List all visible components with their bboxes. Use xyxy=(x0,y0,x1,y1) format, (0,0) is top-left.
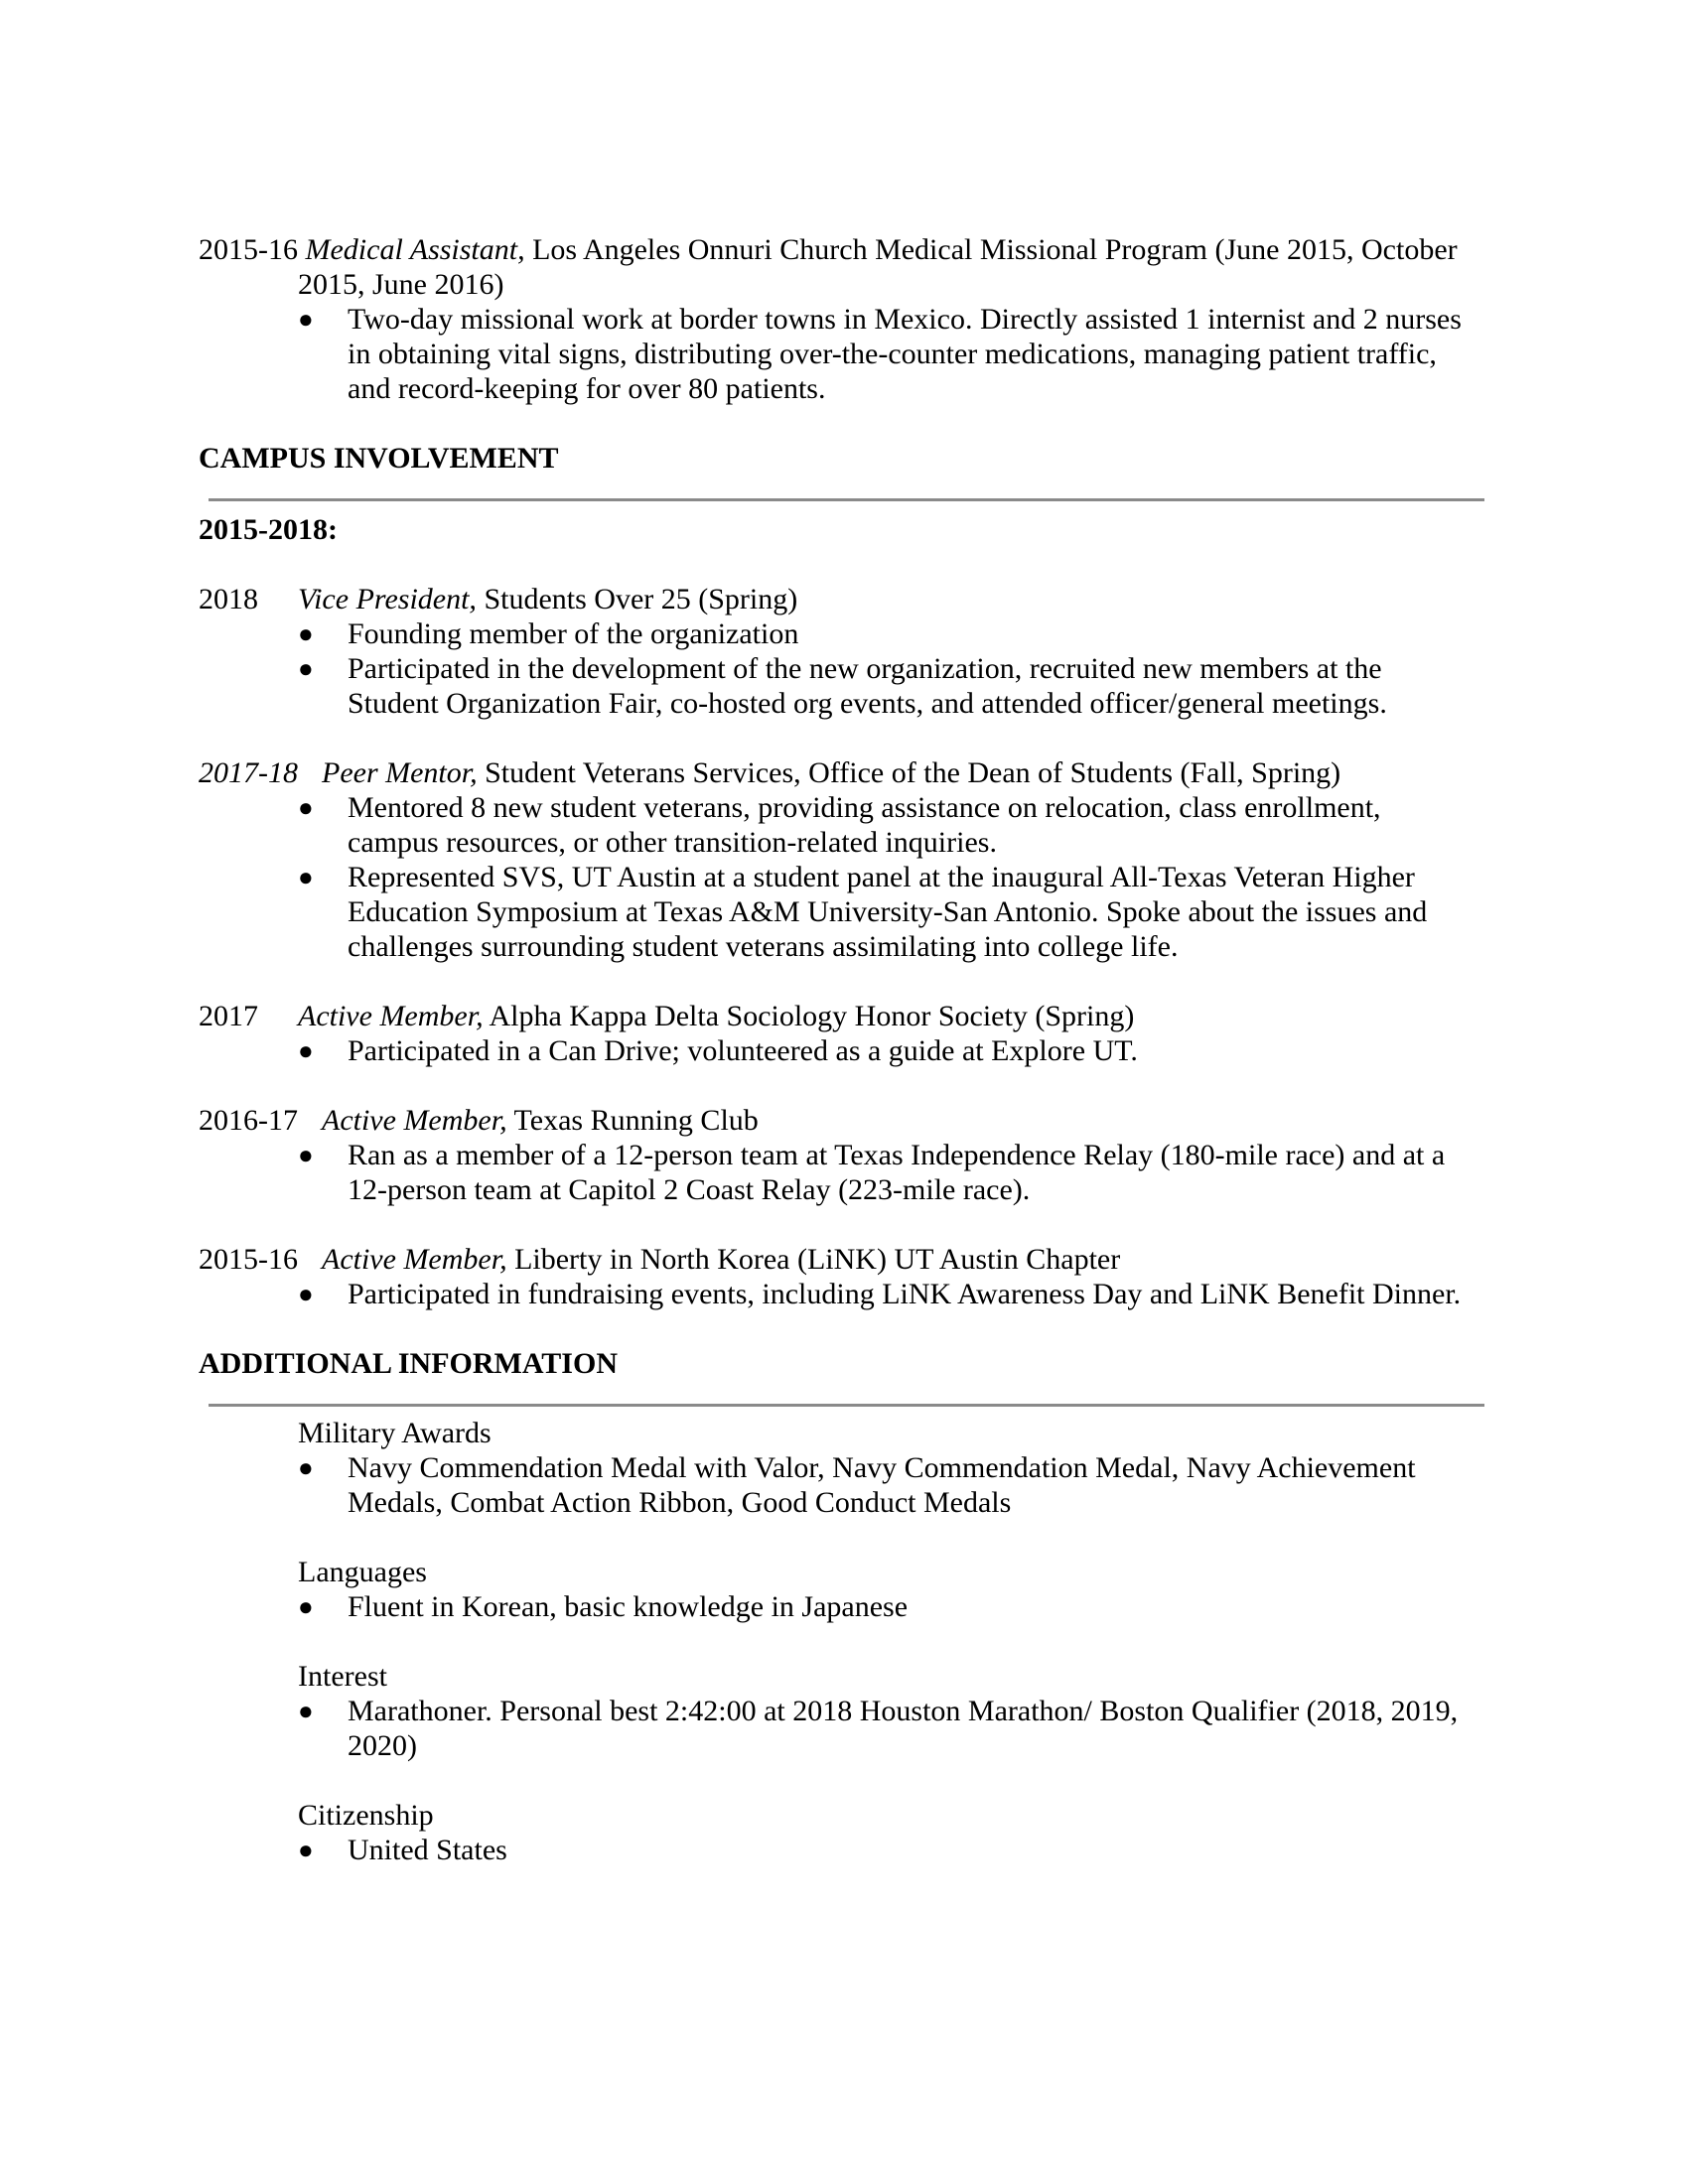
bullet-icon: ● xyxy=(298,619,314,648)
bullet-text: Fluent in Korean, basic knowledge in Japanese xyxy=(348,1590,909,1623)
entry-role: Active Member, xyxy=(322,1243,507,1276)
entry-year: 2015-16 xyxy=(199,233,298,266)
bullet-text: in obtaining vital signs, distributing over-the-counter medications, managing patient traffic, xyxy=(348,338,1437,370)
bullet-icon: ● xyxy=(298,654,314,683)
bullet-icon: ● xyxy=(298,1280,314,1308)
entry-org-continued: 2015, June 2016) xyxy=(298,268,504,301)
entry-year: 2016-17 xyxy=(199,1104,298,1137)
bullet-text: Navy Commendation Medal with Valor, Navy Commendation Medal, Navy Achievement xyxy=(348,1451,1416,1484)
bullet-text: Ran as a member of a 12-person team at Texas Independence Relay (180-mile race) and at a xyxy=(348,1139,1446,1171)
section-divider xyxy=(209,1404,1484,1407)
entry-title xyxy=(322,755,1340,790)
section-heading-additional: ADDITIONAL INFORMATION xyxy=(199,1347,618,1380)
bullet-icon: ● xyxy=(298,1697,314,1725)
entry-year: 2017-18 xyxy=(199,756,298,789)
entry-role: Peer Mentor, xyxy=(322,756,478,789)
bullet-text: campus resources, or other transition-related inquiries. xyxy=(348,826,997,859)
entry-org: Students Over 25 (Spring) xyxy=(484,583,798,615)
bullet-text: United States xyxy=(348,1834,507,1866)
entry-org: Texas Running Club xyxy=(513,1104,759,1137)
entry-header xyxy=(199,1103,298,1138)
entry-org: Los Angeles Onnuri Church Medical Missional Program (June 2015, October xyxy=(532,233,1458,266)
bullet-icon: ● xyxy=(298,305,314,334)
date-range-heading: 2015-2018: xyxy=(199,513,338,546)
entry-year: 2015-16 xyxy=(199,1243,298,1276)
info-group-title: Military Awards xyxy=(298,1417,492,1449)
entry-header xyxy=(199,999,258,1033)
entry-header xyxy=(199,755,298,790)
info-group-title: Interest xyxy=(298,1660,387,1693)
bullet-icon: ● xyxy=(298,793,314,822)
entry-year: 2018 xyxy=(199,583,258,615)
bullet-icon: ● xyxy=(298,1036,314,1065)
entry-title xyxy=(322,1242,1120,1277)
entry-org: Student Veterans Services, Office of the Dean of Students (Fall, Spring) xyxy=(485,756,1341,789)
entry-org: Alpha Kappa Delta Sociology Honor Society (Spring) xyxy=(489,1000,1135,1032)
bullet-icon: ● xyxy=(298,1836,314,1864)
entry-role: Vice President, xyxy=(298,583,477,615)
bullet-text: Participated in a Can Drive; volunteered as a guide at Explore UT. xyxy=(348,1034,1138,1067)
entry-title xyxy=(322,1103,759,1138)
bullet-icon: ● xyxy=(298,863,314,891)
bullet-text: Education Symposium at Texas A&M University-San Antonio. Spoke about the issues and xyxy=(348,895,1428,928)
bullet-text: 12-person team at Capitol 2 Coast Relay (223-mile race). xyxy=(348,1173,1031,1206)
entry-role: Active Member, xyxy=(298,1000,484,1032)
entry-medical-header xyxy=(199,232,1458,267)
info-group-title: Languages xyxy=(298,1556,427,1588)
bullet-text: Represented SVS, UT Austin at a student panel at the inaugural All-Texas Veteran Higher xyxy=(348,861,1415,893)
bullet-text: Founding member of the organization xyxy=(348,617,799,650)
entry-role: Active Member, xyxy=(322,1104,507,1137)
info-group-title: Citizenship xyxy=(298,1799,434,1832)
entry-title xyxy=(298,582,797,616)
bullet-icon: ● xyxy=(298,1141,314,1169)
entry-title xyxy=(298,999,1134,1033)
bullet-text: challenges surrounding student veterans assimilating into college life. xyxy=(348,930,1179,963)
entry-header xyxy=(199,582,258,616)
bullet-text: Two-day missional work at border towns in Mexico. Directly assisted 1 internist and 2 nurses xyxy=(348,303,1462,336)
entry-role: Medical Assistant, xyxy=(305,233,525,266)
entry-org: Liberty in North Korea (LiNK) UT Austin Chapter xyxy=(514,1243,1121,1276)
bullet-text: and record-keeping for over 80 patients. xyxy=(348,372,826,405)
bullet-text: Student Organization Fair, co-hosted org events, and attended officer/general meetings. xyxy=(348,687,1387,720)
section-heading-campus: CAMPUS INVOLVEMENT xyxy=(199,442,559,475)
bullet-text: Marathoner. Personal best 2:42:00 at 2018 Houston Marathon/ Boston Qualifier (2018, 2019, xyxy=(348,1695,1459,1727)
bullet-text: Mentored 8 new student veterans, providing assistance on relocation, class enrollment, xyxy=(348,791,1381,824)
bullet-text: 2020) xyxy=(348,1729,417,1762)
bullet-icon: ● xyxy=(298,1592,314,1621)
bullet-text: Participated in fundraising events, including LiNK Awareness Day and LiNK Benefit Dinner. xyxy=(348,1278,1462,1310)
section-divider xyxy=(209,498,1484,501)
entry-year: 2017 xyxy=(199,1000,258,1032)
bullet-icon: ● xyxy=(298,1453,314,1482)
bullet-text: Participated in the development of the new organization, recruited new members at the xyxy=(348,652,1382,685)
entry-header xyxy=(199,1242,298,1277)
bullet-text: Medals, Combat Action Ribbon, Good Conduct Medals xyxy=(348,1486,1012,1519)
